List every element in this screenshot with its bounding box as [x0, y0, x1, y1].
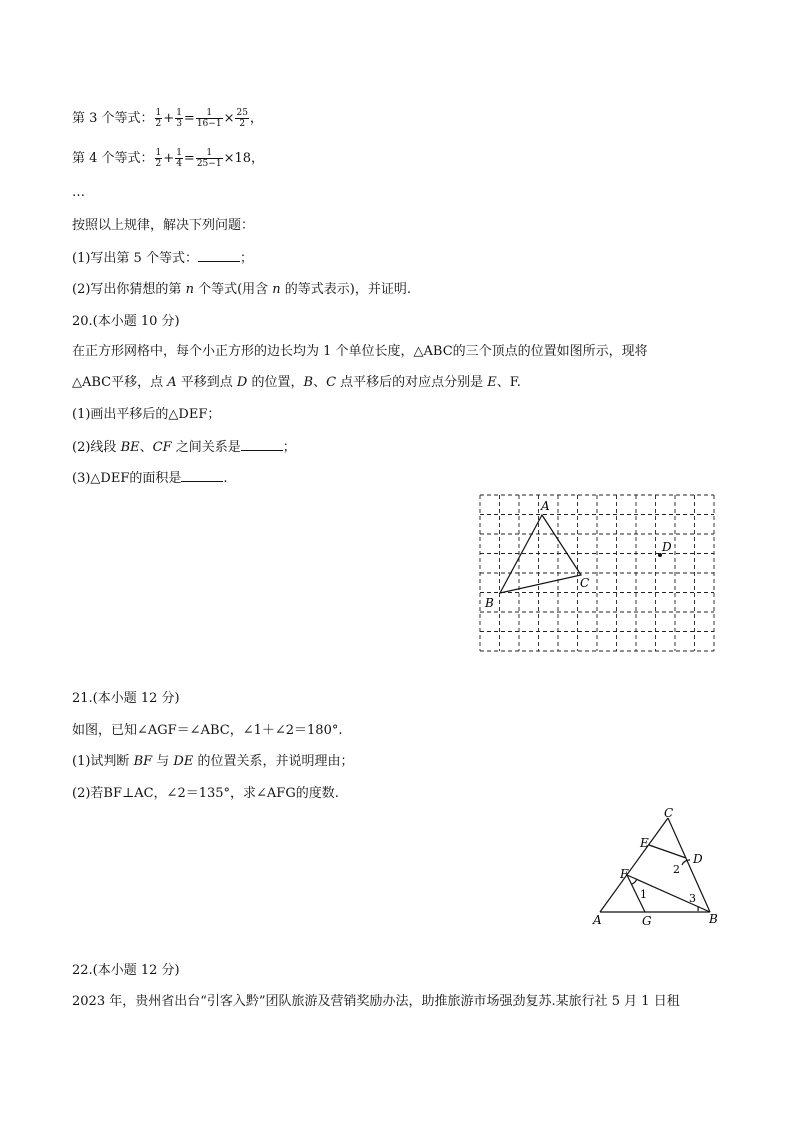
label-b: B [709, 912, 718, 926]
q20-part1: (1)画出平移后的△DEF； [72, 407, 221, 422]
q22-line1: 2023 年，贵州省出台“引客入黔”团队旅游及营销奖励办法，助推旅游市场强劲复苏.某旅行社 5 月 1 日租 [72, 994, 680, 1009]
label-e: E [640, 836, 649, 850]
q22-title: 22.(本小题 12 分) [72, 963, 180, 978]
fraction: $\frac{1}{25-1}$ [196, 148, 222, 169]
q19-part2: (2)写出你猜想的第 n 个等式(用含 n 的等式表示)，并证明. [72, 282, 411, 297]
fraction: $\frac{1}{16-1}$ [196, 108, 222, 129]
angle-3: 3 [689, 892, 696, 905]
q20-title: 20.(本小题 10 分) [72, 314, 180, 329]
label-c: C [580, 576, 590, 590]
q21-line1: 如图，已知∠AGF＝∠ABC，∠1＋∠2＝180°. [72, 723, 343, 738]
equation-3: 第 3 个等式： $\frac{1}{2}$ + $\frac{1}{3}$ = $\frac{1}{16-1}$ × $\frac{25}{2}$ ， [72, 108, 263, 129]
q21-triangle-figure [585, 805, 730, 930]
label-d: D [693, 852, 703, 866]
q20-line1: 在正方形网格中，每个小正方形的边长均为 1 个单位长度，△ABC的三个顶点的位置如图所示，现将 [72, 344, 648, 359]
triangle-abc [500, 515, 581, 593]
fraction: $\frac{1}{2}$ [155, 108, 162, 129]
label-b: B [485, 596, 494, 610]
fraction: $\frac{1}{4}$ [176, 148, 182, 169]
angle-1: 1 [640, 888, 647, 901]
answer-blank [181, 469, 223, 482]
q20-part3: (3)△DEF的面积是 . [72, 471, 228, 486]
fraction: $\frac{1}{2}$ [155, 148, 162, 169]
angle-2: 2 [673, 863, 680, 876]
answer-blank [241, 438, 283, 451]
label-d: D [662, 540, 672, 554]
label-a: A [593, 913, 602, 927]
label-c: C [664, 806, 674, 820]
q21-title: 21.(本小题 12 分) [72, 691, 180, 706]
q19-intro: 按照以上规律，解决下列问题： [72, 218, 255, 233]
answer-blank [198, 249, 240, 262]
q19-part1: (1)写出第 5 个等式： ； [72, 251, 253, 266]
equation-4: 第 4 个等式： $\frac{1}{2}$ + $\frac{1}{4}$ = $\frac{1}{25-1}$ ×18， [72, 148, 265, 169]
q21-part2: (2)若BF⊥AC，∠2＝135°，求∠AFG的度数. [72, 786, 339, 801]
q20-grid-figure [470, 485, 730, 665]
label-a: A [541, 499, 550, 513]
q20-line2: △ABC平移，点 A 平移到点 D 的位置，B、C 点平移后的对应点分别是 E、F. [72, 375, 521, 390]
q21-part1: (1)试判断 BF 与 DE 的位置关系，并说明理由； [72, 754, 354, 769]
fraction: $\frac{1}{3}$ [176, 108, 182, 129]
fraction: $\frac{25}{2}$ [236, 108, 248, 129]
label-f: F [620, 867, 629, 881]
label-g: G [642, 914, 652, 928]
q20-part2: (2)线段 BE、CF 之间关系是 ； [72, 440, 296, 455]
ellipsis: … [72, 185, 85, 200]
